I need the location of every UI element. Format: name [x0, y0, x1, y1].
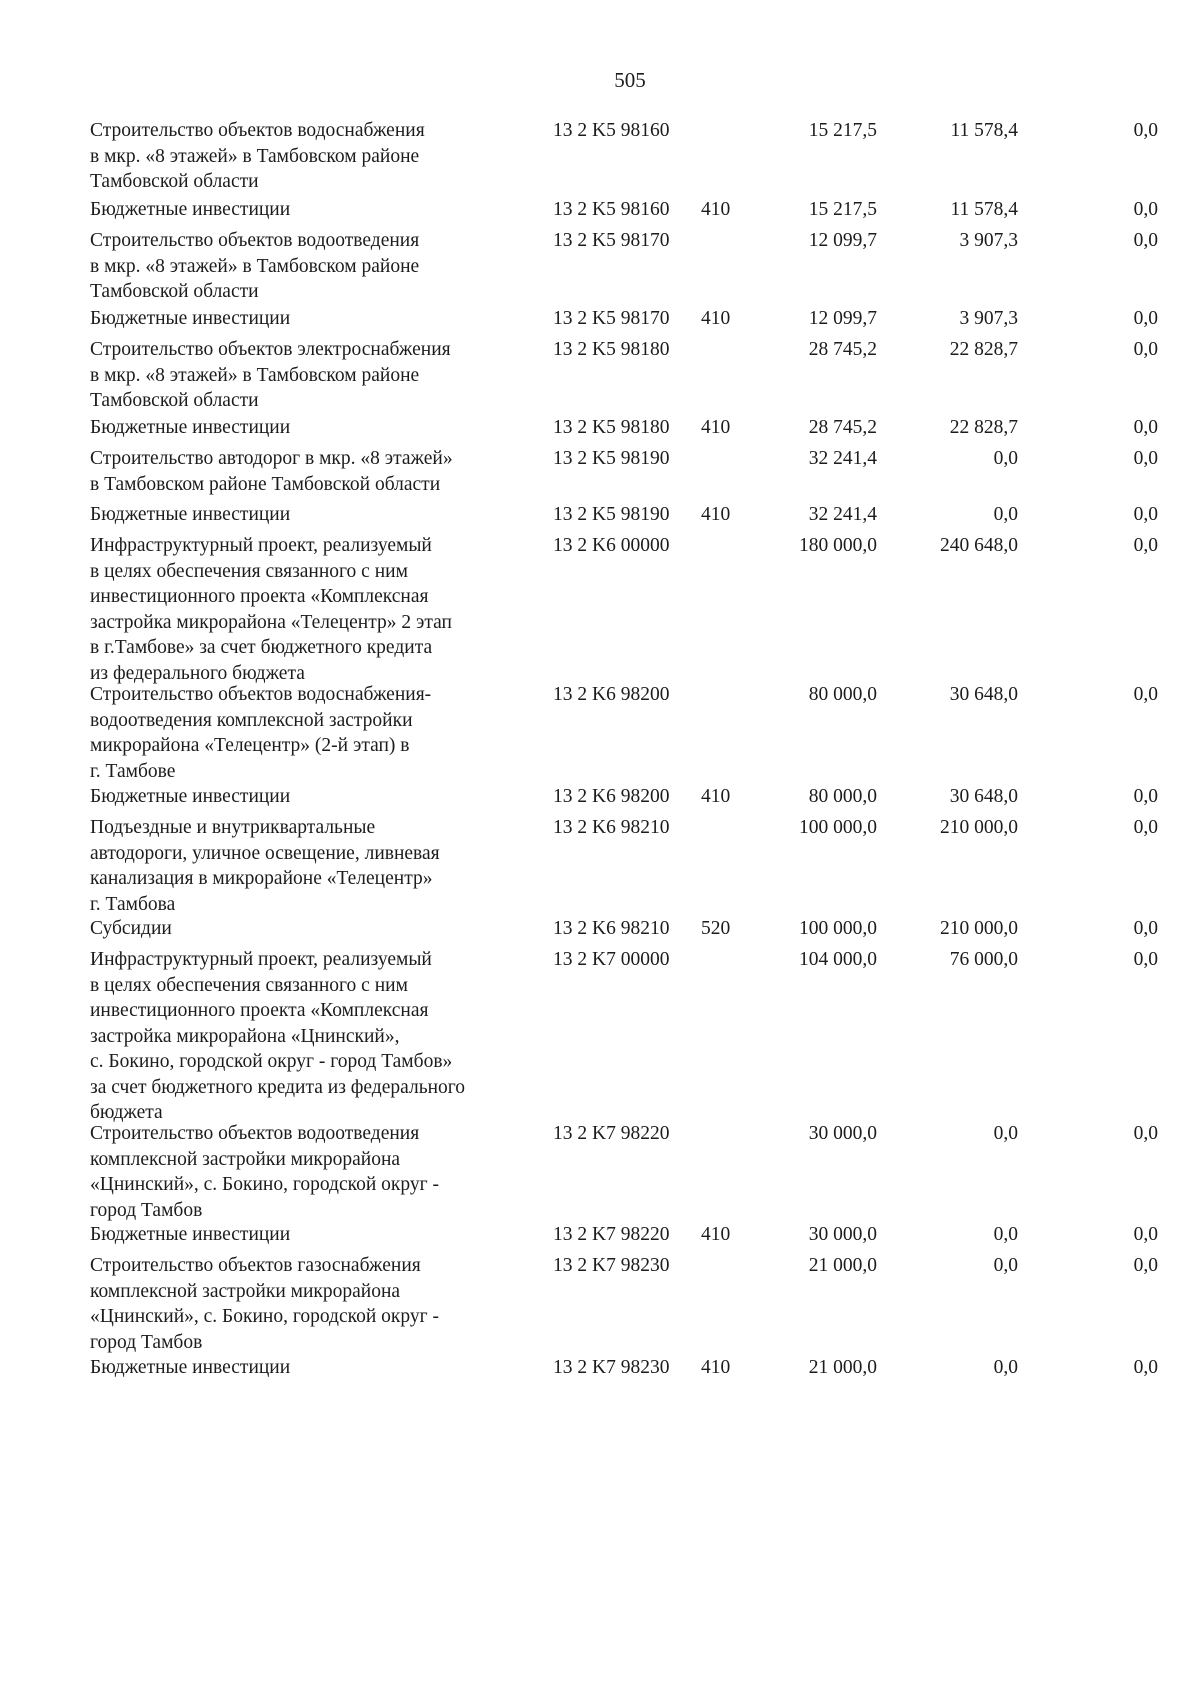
row-expense-type: 410 — [701, 786, 731, 807]
row-expense-type: 410 — [701, 199, 731, 220]
row-name-line: в целях обеспечения связанного с ним — [90, 560, 408, 582]
row-code: 13 2 K6 98210 — [553, 817, 670, 838]
row-name — [90, 1355, 540, 1381]
row-name-line: Тамбовской области — [90, 390, 259, 411]
row-name-line: бюджета — [90, 1102, 163, 1123]
row-name-line: Строительство объектов водоснабжения — [90, 120, 425, 141]
row-amount-2: 22 828,7 — [949, 417, 1018, 438]
row-code: 13 2 K7 98220 — [553, 1224, 670, 1245]
row-name-line: Бюджетные инвестиции — [90, 786, 291, 807]
row-name-line: Инфраструктурный проект, реализуемый — [90, 535, 432, 556]
row-name-line: «Цнинский», с. Бокино, городской округ - — [90, 1174, 439, 1195]
row-amount-1: 80 000,0 — [808, 684, 877, 705]
row-name — [90, 1222, 540, 1248]
row-name — [90, 118, 540, 195]
row-amount-1: 12 099,7 — [808, 308, 877, 329]
row-name-line: Строительство объектов водоотведения — [90, 230, 420, 251]
row-amount-1: 32 241,4 — [808, 504, 877, 525]
row-amount-2: 76 000,0 — [949, 949, 1018, 970]
row-amount-1: 100 000,0 — [799, 817, 877, 838]
row-name-line: микрорайона «Телецентр» (2-й этап) в — [90, 735, 410, 756]
row-name-line: Инфраструктурный проект, реализуемый — [90, 949, 432, 970]
row-expense-type: 410 — [701, 417, 731, 438]
row-name-line: Бюджетные инвестиции — [90, 1357, 291, 1378]
row-amount-2: 210 000,0 — [940, 817, 1018, 838]
row-code: 13 2 K6 00000 — [553, 535, 670, 556]
row-code: 13 2 K7 98230 — [553, 1255, 670, 1276]
row-name-line: инвестиционного проекта «Комплексная — [90, 1000, 429, 1021]
row-amount-2: 0,0 — [993, 1123, 1018, 1144]
row-name-line: «Цнинский», с. Бокино, городской округ - — [90, 1306, 439, 1327]
row-name-line: в мкр. «8 этажей» в Тамбовском районе — [90, 255, 420, 277]
row-amount-2: 0,0 — [993, 1357, 1018, 1378]
row-amount-3: 0,0 — [1133, 308, 1158, 329]
row-name — [90, 1253, 540, 1355]
row-amount-2: 3 907,3 — [959, 308, 1018, 329]
row-amount-3: 0,0 — [1133, 417, 1158, 438]
row-code: 13 2 K5 98160 — [553, 199, 670, 220]
row-name — [90, 306, 540, 332]
row-amount-2: 210 000,0 — [940, 918, 1018, 939]
row-code: 13 2 K5 98180 — [553, 339, 670, 360]
row-amount-3: 0,0 — [1133, 1123, 1158, 1144]
row-name-line: из федерального бюджета — [90, 662, 305, 684]
row-name — [90, 533, 540, 686]
row-amount-1: 100 000,0 — [799, 918, 877, 939]
row-name-line: застройка микрорайона «Цнинский», — [90, 1025, 400, 1047]
row-name-line: застройка микрорайона «Телецентр» 2 этап — [90, 611, 452, 633]
row-amount-1: 28 745,2 — [808, 339, 877, 360]
row-amount-1: 21 000,0 — [808, 1357, 877, 1378]
row-name — [90, 197, 540, 223]
row-code: 13 2 K5 98170 — [553, 230, 670, 251]
row-name-line: в Тамбовском районе Тамбовской области — [90, 473, 441, 495]
row-name — [90, 502, 540, 528]
row-code: 13 2 K6 98200 — [553, 684, 670, 705]
row-amount-1: 30 000,0 — [808, 1123, 877, 1144]
row-name — [90, 947, 540, 1126]
row-name — [90, 446, 540, 497]
row-code: 13 2 K7 98220 — [553, 1123, 670, 1144]
row-amount-1: 104 000,0 — [799, 949, 877, 970]
row-amount-3: 0,0 — [1133, 230, 1158, 251]
row-amount-3: 0,0 — [1133, 949, 1158, 970]
row-name — [90, 415, 540, 441]
row-amount-2: 0,0 — [993, 1255, 1018, 1276]
row-amount-3: 0,0 — [1133, 199, 1158, 220]
row-amount-2: 240 648,0 — [940, 535, 1018, 556]
row-name-line: г. Тамбове — [90, 760, 176, 782]
row-amount-2: 11 578,4 — [950, 120, 1018, 141]
row-name-line: Бюджетные инвестиции — [90, 504, 291, 525]
row-name-line: Субсидии — [90, 918, 172, 939]
row-name-line: город Тамбов — [90, 1331, 203, 1353]
row-amount-2: 3 907,3 — [959, 230, 1018, 251]
row-amount-2: 30 648,0 — [949, 684, 1018, 705]
row-code: 13 2 K6 98200 — [553, 786, 670, 807]
row-name — [90, 228, 540, 305]
row-name-line: Строительство автодорог в мкр. «8 этажей» — [90, 448, 453, 469]
row-amount-3: 0,0 — [1133, 1255, 1158, 1276]
row-code: 13 2 K5 98180 — [553, 417, 670, 438]
row-name — [90, 916, 540, 942]
row-name-line: в мкр. «8 этажей» в Тамбовском районе — [90, 364, 420, 386]
row-name-line: Бюджетные инвестиции — [90, 417, 291, 438]
row-name-line: с. Бокино, городской округ - город Тамбов» — [90, 1051, 453, 1072]
row-code: 13 2 K6 98210 — [553, 918, 670, 939]
row-name-line: Строительство объектов газоснабжения — [90, 1255, 421, 1276]
row-name-line: в целях обеспечения связанного с ним — [90, 974, 408, 996]
row-name — [90, 682, 540, 784]
row-amount-1: 15 217,5 — [808, 120, 877, 141]
row-name — [90, 337, 540, 414]
row-code: 13 2 K5 98190 — [553, 448, 670, 469]
row-name — [90, 784, 540, 810]
row-code: 13 2 K5 98160 — [553, 120, 670, 141]
row-name-line: Строительство объектов водоснабжения- — [90, 684, 432, 705]
page-number: 505 — [614, 68, 646, 92]
row-amount-2: 0,0 — [993, 504, 1018, 525]
row-amount-1: 15 217,5 — [808, 199, 877, 220]
row-expense-type: 410 — [701, 1357, 731, 1378]
row-amount-1: 32 241,4 — [808, 448, 877, 469]
row-amount-3: 0,0 — [1133, 1357, 1158, 1378]
row-name-line: Тамбовской области — [90, 281, 259, 302]
row-expense-type: 410 — [701, 504, 731, 525]
row-name-line: Тамбовской области — [90, 171, 259, 192]
row-name-line: Подъездные и внутриквартальные — [90, 817, 376, 838]
row-name-line: в мкр. «8 этажей» в Тамбовском районе — [90, 145, 420, 167]
row-name-line: Бюджетные инвестиции — [90, 308, 291, 329]
row-amount-2: 0,0 — [993, 1224, 1018, 1245]
row-name-line: водоотведения комплексной застройки — [90, 709, 413, 731]
row-expense-type: 410 — [701, 1224, 731, 1245]
row-amount-3: 0,0 — [1133, 120, 1158, 141]
row-name-line: Строительство объектов водоотведения — [90, 1123, 420, 1144]
row-name-line: инвестиционного проекта «Комплексная — [90, 586, 429, 607]
row-name-line: Бюджетные инвестиции — [90, 199, 291, 220]
row-name-line: автодороги, уличное освещение, ливневая — [90, 842, 440, 864]
row-name-line: Бюджетные инвестиции — [90, 1224, 291, 1245]
row-amount-3: 0,0 — [1133, 684, 1158, 705]
row-name — [90, 815, 540, 917]
row-code: 13 2 K5 98190 — [553, 504, 670, 525]
row-amount-3: 0,0 — [1133, 817, 1158, 838]
row-amount-3: 0,0 — [1133, 1224, 1158, 1245]
row-name — [90, 1121, 540, 1223]
row-amount-3: 0,0 — [1133, 535, 1158, 556]
row-name-line: город Тамбов — [90, 1199, 203, 1221]
row-code: 13 2 K7 98230 — [553, 1357, 670, 1378]
row-expense-type: 520 — [701, 918, 731, 939]
row-amount-1: 180 000,0 — [799, 535, 877, 556]
row-amount-3: 0,0 — [1133, 786, 1158, 807]
row-amount-1: 12 099,7 — [808, 230, 877, 251]
row-amount-1: 28 745,2 — [808, 417, 877, 438]
row-amount-3: 0,0 — [1133, 504, 1158, 525]
row-amount-2: 22 828,7 — [949, 339, 1018, 360]
row-code: 13 2 K7 00000 — [553, 949, 670, 970]
row-amount-1: 30 000,0 — [808, 1224, 877, 1245]
row-code: 13 2 K5 98170 — [553, 308, 670, 329]
row-amount-3: 0,0 — [1133, 339, 1158, 360]
row-name-line: комплексной застройки микрорайона — [90, 1280, 401, 1302]
row-name-line: комплексной застройки микрорайона — [90, 1148, 401, 1170]
row-name-line: за счет бюджетного кредита из федерального — [90, 1076, 466, 1098]
row-amount-1: 21 000,0 — [808, 1255, 877, 1276]
row-amount-1: 80 000,0 — [808, 786, 877, 807]
row-amount-3: 0,0 — [1133, 448, 1158, 469]
row-amount-2: 30 648,0 — [949, 786, 1018, 807]
row-name-line: в г.Тамбове» за счет бюджетного кредита — [90, 637, 433, 658]
row-expense-type: 410 — [701, 308, 731, 329]
row-amount-2: 0,0 — [993, 448, 1018, 469]
row-amount-3: 0,0 — [1133, 918, 1158, 939]
row-amount-2: 11 578,4 — [950, 199, 1018, 220]
row-name-line: г. Тамбова — [90, 893, 176, 915]
row-name-line: Строительство объектов электроснабжения — [90, 339, 451, 360]
row-name-line: канализация в микрорайоне «Телецентр» — [90, 868, 433, 889]
